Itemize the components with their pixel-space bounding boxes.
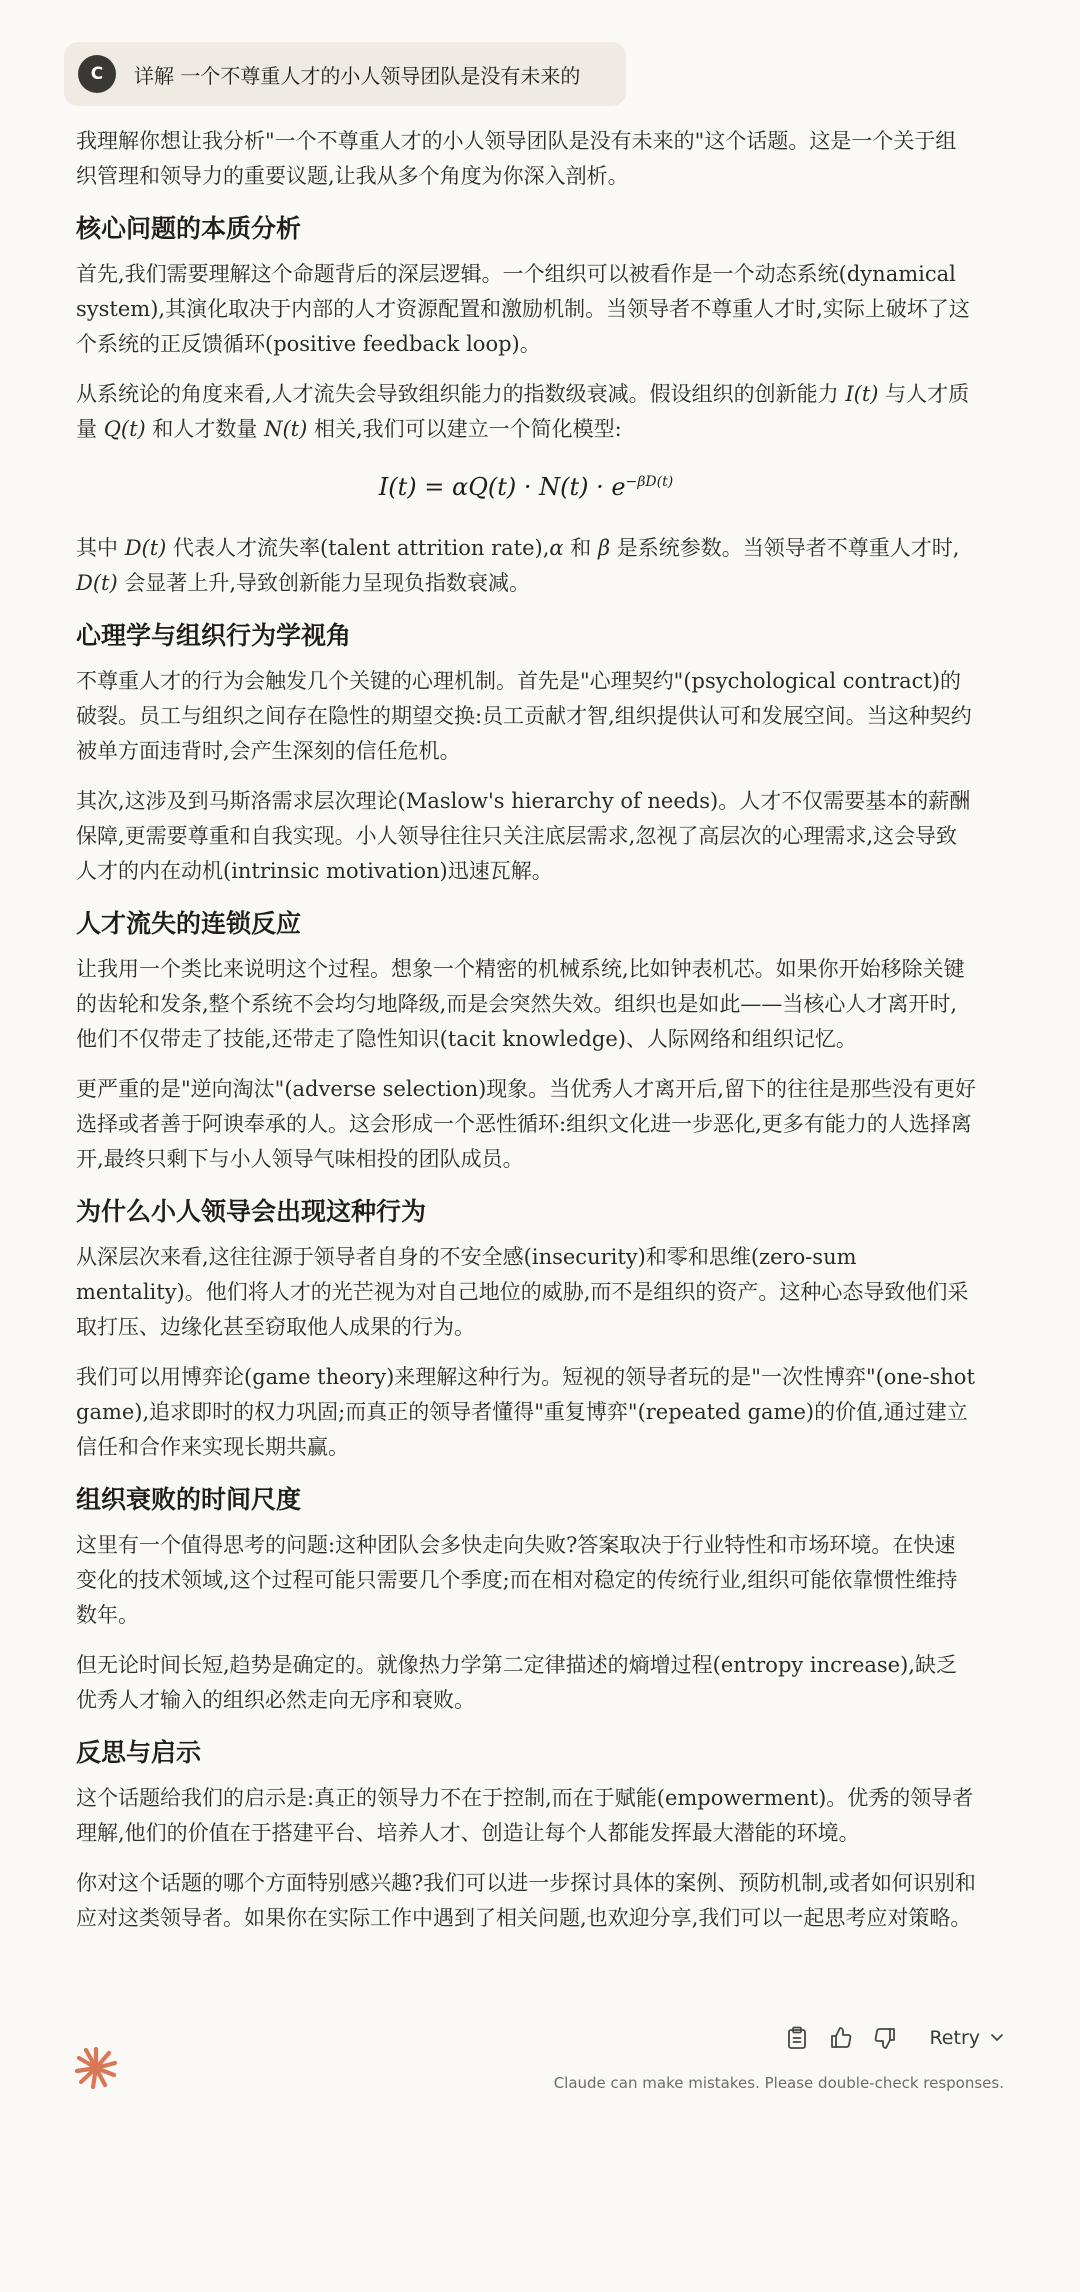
chevron-down-icon xyxy=(990,2033,1004,2043)
paragraph: 我们可以用博弈论(game theory)来理解这种行为。短视的领导者玩的是"一次性博弈"(one-shot game),追求即时的权力巩固;而真正的领导者懂得"重复博弈"(repeated game)的价值,通过建立信任和合作来实现长期共赢。 xyxy=(76,1365,975,1459)
math-inline: Q(t) xyxy=(103,417,146,441)
user-message-bubble xyxy=(64,42,626,106)
thumbs-up-icon xyxy=(829,2026,853,2050)
disclaimer-text: Claude can make mistakes. Please double-check responses. xyxy=(553,2074,1004,2092)
section-heading: 人才流失的连锁反应 xyxy=(76,909,302,938)
section-heading: 组织衰败的时间尺度 xyxy=(76,1485,302,1514)
math-formula: $I(t) = \alpha Q(t) \cdot N(t) \cdot e^{-\beta D(t)}$ xyxy=(378,473,674,501)
paragraph: 不尊重人才的行为会触发几个关键的心理机制。首先是"心理契约"(psychological contract)的破裂。员工与组织之间存在隐性的期望交换:员工贡献才智,组织提供认可和发展空间。当这种契约被单方面违背时,会产生深刻的信任危机。 xyxy=(76,669,972,763)
user-avatar: C xyxy=(78,55,116,93)
math-inline: D(t) xyxy=(76,571,118,595)
retry-button[interactable] xyxy=(929,2027,1004,2049)
math-inline: D(t) xyxy=(124,536,167,560)
paragraph: 但无论时间长短,趋势是确定的。就像热力学第二定律描述的熵增过程(entropy increase),缺乏优秀人才输入的组织必然走向无序和衰败。 xyxy=(76,1653,957,1712)
math-inline: β xyxy=(597,536,611,560)
paragraph: 这里有一个值得思考的问题:这种团队会多快走向失败?答案取决于行业特性和市场环境。在快速变化的技术领域,这个过程可能只需要几个季度;而在相对稳定的传统行业,组织可能依靠惯性维持数年。 xyxy=(76,1533,958,1627)
section-heading: 为什么小人领导会出现这种行为 xyxy=(76,1197,427,1226)
math-inline: I(t) xyxy=(845,382,879,406)
retry-label: Retry xyxy=(929,2027,980,2049)
paragraph: 从系统论的角度来看,人才流失会导致组织能力的指数级衰减。假设组织的创新能力 I(t) 与人才质量 Q(t) 和人才数量 N(t) 相关,我们可以建立一个简化模型: xyxy=(76,382,970,441)
user-message-text: 详解 一个不尊重人才的小人领导团队是没有未来的 xyxy=(134,63,581,88)
section-heading: 反思与启示 xyxy=(76,1738,202,1767)
paragraph: 其中 D(t) 代表人才流失率(talent attrition rate),α 和 β 是系统参数。当领导者不尊重人才时, D(t) 会显著上升,导致创新能力呈现负指数衰减。 xyxy=(76,536,960,595)
copy-button[interactable] xyxy=(783,2024,811,2052)
response-actions xyxy=(783,2018,1004,2058)
section-heading: 心理学与组织行为学视角 xyxy=(76,621,352,650)
paragraph: 让我用一个类比来说明这个过程。想象一个精密的机械系统,比如钟表机芯。如果你开始移除关键的齿轮和发条,整个系统不会均匀地降级,而是会突然失效。组织也是如此——当核心人才离开时,他们不仅带走了技能,还带走了隐性知识(tacit knowledge)、人际网络和组织记忆。 xyxy=(76,957,965,1051)
intro-paragraph: 我理解你想让我分析"一个不尊重人才的小人领导团队是没有未来的"这个话题。这是一个关于组织管理和领导力的重要议题,让我从多个角度为你深入剖析。 xyxy=(76,129,957,188)
clipboard-icon xyxy=(786,2026,808,2050)
math-inline: N(t) xyxy=(264,417,308,441)
thumbs-down-icon xyxy=(873,2026,897,2050)
paragraph: 这个话题给我们的启示是:真正的领导力不在于控制,而在于赋能(empowerment)。优秀的领导者理解,他们的价值在于搭建平台、培养人才、创造让每个人都能发挥最大潜能的环境。 xyxy=(76,1786,974,1845)
paragraph: 从深层次来看,这往往源于领导者自身的不安全感(insecurity)和零和思维(zero-sum mentality)。他们将人才的光芒视为对自己地位的威胁,而不是组织的资产。这种心态导致他们采取打压、边缘化甚至窃取他人成果的行为。 xyxy=(76,1245,969,1339)
paragraph: 你对这个话题的哪个方面特别感兴趣?我们可以进一步探讨具体的案例、预防机制,或者如何识别和应对这类领导者。如果你在实际工作中遇到了相关问题,也欢迎分享,我们可以一起思考应对策略。 xyxy=(76,1871,976,1930)
section-heading: 核心问题的本质分析 xyxy=(76,214,302,243)
assistant-response xyxy=(76,124,976,1951)
claude-logo-icon xyxy=(74,2046,118,2090)
paragraph: 更严重的是"逆向淘汰"(adverse selection)现象。当优秀人才离开后,留下的往往是那些没有更好选择或者善于阿谀奉承的人。这会形成一个恶性循环:组织文化进一步恶化,更多有能力的人选择离开,最终只剩下与小人领导气味相投的团队成员。 xyxy=(76,1077,976,1171)
dislike-button[interactable] xyxy=(871,2024,899,2052)
paragraph: 其次,这涉及到马斯洛需求层次理论(Maslow's hierarchy of needs)。人才不仅需要基本的薪酬保障,更需要尊重和自我实现。小人领导往往只关注底层需求,忽视了高层次的心理需求,这会导致人才的内在动机(intrinsic motivation)迅速瓦解。 xyxy=(76,789,971,883)
like-button[interactable] xyxy=(827,2024,855,2052)
paragraph: 首先,我们需要理解这个命题背后的深层逻辑。一个组织可以被看作是一个动态系统(dynamical system),其演化取决于内部的人才资源配置和激励机制。当领导者不尊重人才时,实际上破坏了这个系统的正反馈循环(positive feedback loop)。 xyxy=(76,262,970,356)
math-inline: α xyxy=(549,536,564,560)
